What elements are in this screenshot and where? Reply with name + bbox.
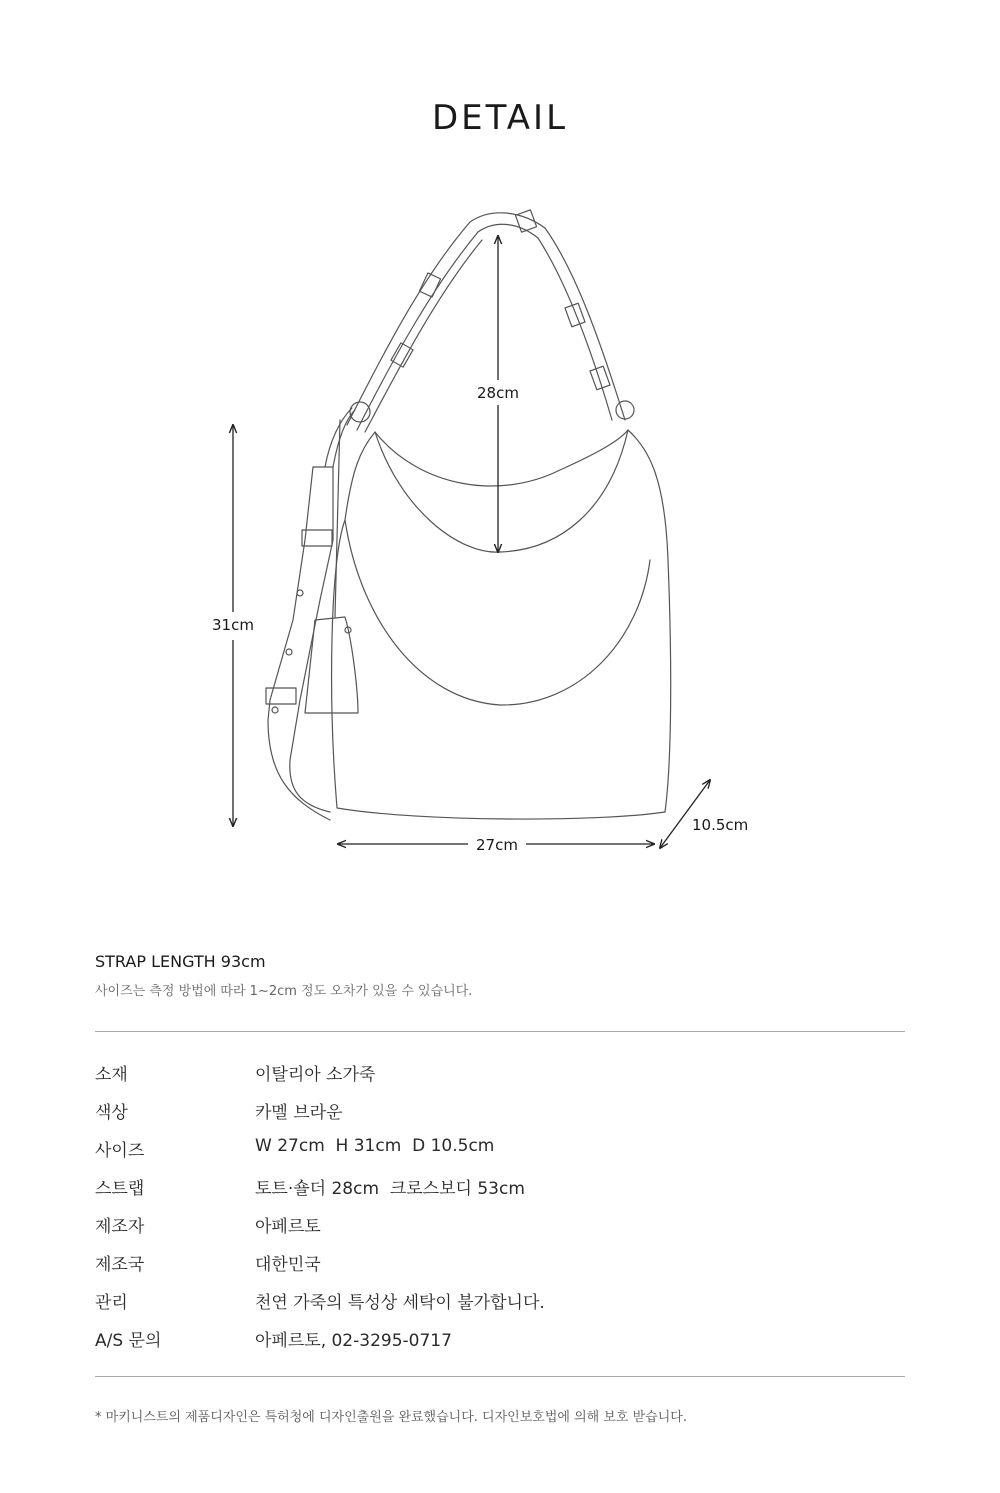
spec-row-manufacturer: [95, 1212, 905, 1242]
size-note: 사이즈는 측정 방법에 따라 1~2cm 정도 오차가 있을 수 있습니다.: [95, 984, 473, 999]
depth-label: 10.5cm: [692, 816, 749, 834]
spec-value: 대한민국: [255, 1255, 321, 1275]
divider-bottom: [95, 1376, 905, 1377]
spec-value: 아페르토: [255, 1217, 321, 1237]
spec-value: 아페르토, 02-3295-0717: [255, 1331, 452, 1351]
spec-value: 이탈리아 소가죽: [255, 1065, 376, 1085]
spec-row-material: [95, 1060, 905, 1090]
width-label: 27cm: [476, 836, 518, 854]
bag-outline: [266, 210, 671, 820]
spec-label: 사이즈: [95, 1141, 145, 1161]
spec-value: 토트·숄더 28cm 크로스보디 53cm: [255, 1179, 525, 1199]
design-patent-footnote: * 마키니스트의 제품디자인은 특허청에 디자인출원을 완료했습니다. 디자인보호법에 의해 보호 받습니다.: [95, 1410, 687, 1425]
divider-top: [95, 1031, 905, 1032]
spec-label: 관리: [95, 1293, 128, 1313]
spec-value: W 27cm H 31cm D 10.5cm: [255, 1136, 495, 1156]
spec-row-as: [95, 1326, 905, 1356]
spec-row-country: [95, 1250, 905, 1280]
strap-length: STRAP LENGTH 93cm: [95, 952, 266, 971]
handle-label: 28cm: [477, 384, 519, 402]
spec-label: 제조국: [95, 1255, 145, 1275]
spec-value: 카멜 브라운: [255, 1103, 343, 1123]
page-title: DETAIL: [431, 98, 569, 138]
spec-row-size: [95, 1136, 905, 1166]
spec-label: 제조자: [95, 1217, 145, 1237]
bag-diagram: [0, 180, 1000, 880]
spec-row-strap: [95, 1174, 905, 1204]
spec-label: A/S 문의: [95, 1331, 162, 1351]
spec-label: 색상: [95, 1103, 128, 1123]
spec-label: 소재: [95, 1065, 128, 1085]
spec-value: 천연 가죽의 특성상 세탁이 불가합니다.: [255, 1293, 545, 1313]
spec-row-color: [95, 1098, 905, 1128]
height-label: 31cm: [212, 616, 254, 634]
spec-row-care: [95, 1288, 905, 1318]
spec-label: 스트랩: [95, 1179, 145, 1199]
